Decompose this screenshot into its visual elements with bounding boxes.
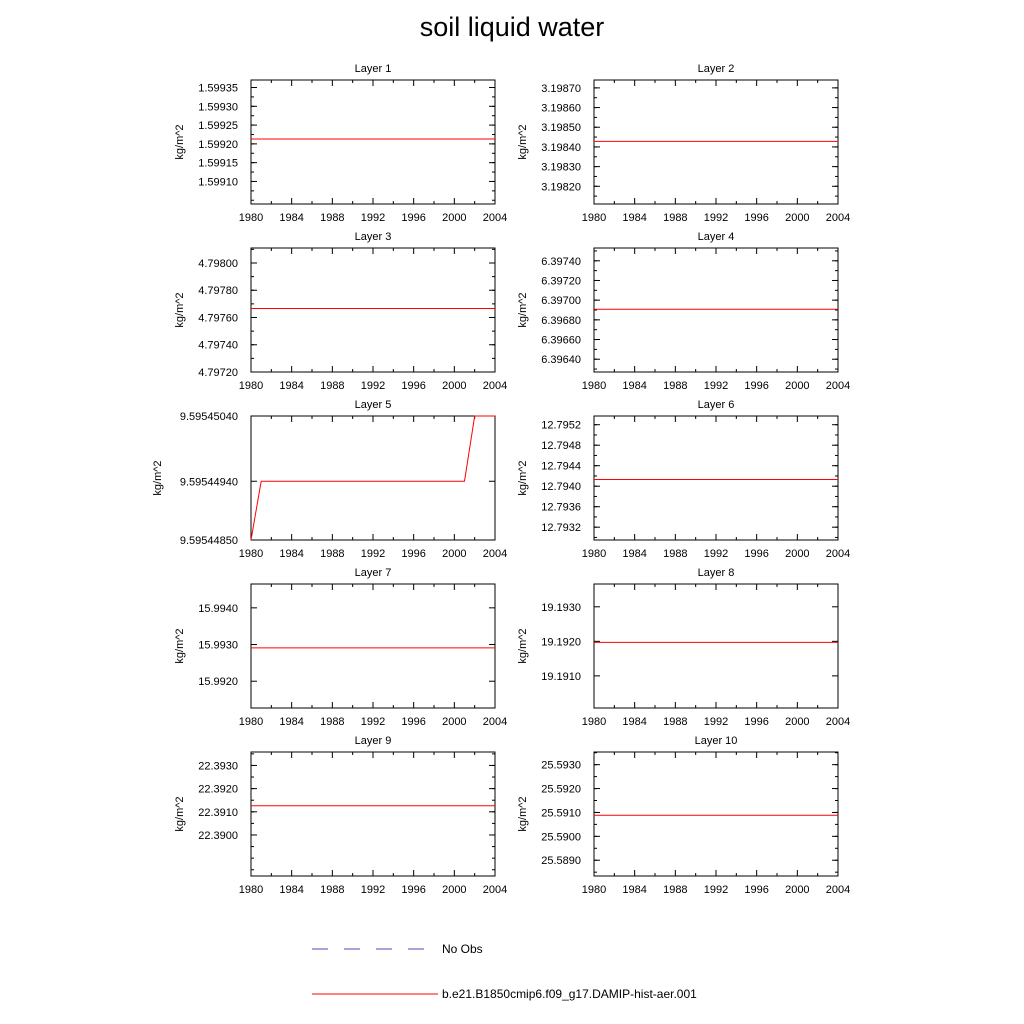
- y-tick-label: 19.1930: [541, 601, 581, 614]
- y-axis-label: kg/m^2: [517, 124, 529, 160]
- y-tick-label: 12.7944: [541, 460, 581, 473]
- x-tick-label: 2000: [785, 380, 810, 392]
- x-tick-label: 1996: [744, 212, 769, 224]
- plot-frame: [251, 752, 495, 876]
- x-tick-label: 1996: [744, 716, 769, 728]
- x-tick-label: 1984: [622, 212, 647, 224]
- legend-label: b.e21.B1850cmip6.f09_g17.DAMIP-hist-aer.001: [442, 987, 697, 1001]
- y-tick-label: 25.5900: [541, 831, 581, 844]
- x-tick-label: 2004: [482, 884, 508, 896]
- x-tick-label: 2000: [785, 548, 810, 560]
- y-tick-label: 22.3920: [198, 783, 238, 796]
- x-tick-label: 2000: [442, 884, 467, 896]
- x-tick-label: 1996: [401, 884, 426, 896]
- x-tick-label: 1992: [360, 212, 386, 224]
- y-tick-label: 25.5910: [541, 807, 581, 820]
- y-tick-label: 12.7952: [541, 419, 581, 432]
- y-tick-label: 6.39640: [541, 354, 581, 367]
- x-tick-label: 1988: [320, 548, 345, 560]
- x-tick-label: 1984: [622, 884, 647, 896]
- x-tick-label: 1980: [238, 212, 264, 224]
- x-tick-label: 2004: [825, 548, 851, 560]
- y-tick-label: 4.79800: [198, 257, 238, 270]
- x-tick-label: 2000: [442, 212, 467, 224]
- x-tick-label: 1996: [744, 884, 769, 896]
- y-tick-label: 3.19840: [541, 141, 581, 154]
- x-tick-label: 1996: [744, 548, 769, 560]
- y-tick-label: 25.5920: [541, 783, 581, 796]
- y-tick-label: 15.9940: [198, 602, 238, 615]
- y-tick-label: 22.3910: [198, 806, 238, 819]
- x-tick-label: 1980: [581, 548, 607, 560]
- y-tick-label: 3.19860: [541, 102, 581, 115]
- x-tick-label: 2004: [482, 380, 508, 392]
- figure-title: soil liquid water: [419, 12, 605, 42]
- x-tick-label: 1980: [238, 380, 264, 392]
- y-tick-label: 12.7948: [541, 440, 581, 453]
- x-tick-label: 1984: [279, 716, 304, 728]
- y-tick-label: 9.59544940: [179, 476, 238, 489]
- panel-title: Layer 8: [697, 567, 735, 579]
- x-tick-label: 1988: [663, 380, 688, 392]
- panel: [517, 63, 850, 224]
- panel-title: Layer 6: [697, 399, 735, 411]
- plot-frame: [594, 416, 838, 540]
- y-tick-label: 19.1910: [541, 670, 581, 683]
- x-tick-label: 1996: [401, 380, 426, 392]
- x-tick-label: 1984: [622, 380, 647, 392]
- plot-frame: [251, 248, 495, 372]
- y-axis-label: kg/m^2: [517, 460, 529, 496]
- x-tick-label: 2004: [825, 212, 851, 224]
- panel-title: Layer 3: [354, 231, 392, 243]
- y-tick-label: 1.59910: [198, 176, 238, 189]
- y-tick-label: 3.19850: [541, 122, 581, 135]
- x-tick-label: 2000: [785, 716, 810, 728]
- y-tick-label: 4.79760: [198, 312, 238, 325]
- x-tick-label: 2000: [442, 716, 467, 728]
- y-axis-label: kg/m^2: [152, 460, 164, 496]
- panel: [152, 399, 507, 560]
- x-tick-label: 1996: [401, 212, 426, 224]
- panel: [517, 399, 850, 560]
- plot-frame: [251, 80, 495, 204]
- panel-title: Layer 2: [697, 63, 735, 75]
- panel: [174, 63, 507, 224]
- y-tick-label: 6.39660: [541, 334, 581, 347]
- plot-frame: [594, 584, 838, 708]
- panel-title: Layer 4: [697, 231, 735, 243]
- y-tick-label: 1.59920: [198, 138, 238, 151]
- plot-frame: [594, 248, 838, 372]
- panel-title: Layer 10: [694, 735, 738, 747]
- x-tick-label: 1992: [703, 548, 729, 560]
- x-tick-label: 1984: [279, 884, 304, 896]
- x-tick-label: 1988: [663, 884, 688, 896]
- panel: [174, 231, 507, 392]
- x-tick-label: 1984: [622, 548, 647, 560]
- panel: [517, 735, 850, 896]
- x-tick-label: 2000: [785, 884, 810, 896]
- plot-frame: [594, 80, 838, 204]
- y-axis-label: kg/m^2: [517, 796, 529, 832]
- x-tick-label: 1988: [320, 884, 345, 896]
- x-tick-label: 2000: [442, 548, 467, 560]
- x-tick-label: 2004: [825, 884, 851, 896]
- y-tick-label: 15.9920: [198, 676, 238, 689]
- x-tick-label: 1984: [279, 212, 304, 224]
- y-tick-label: 25.5930: [541, 759, 581, 772]
- series-line: [251, 416, 495, 540]
- y-tick-label: 4.79780: [198, 285, 238, 298]
- y-tick-label: 12.7936: [541, 501, 581, 514]
- x-tick-label: 1980: [581, 380, 607, 392]
- panel-title: Layer 7: [354, 567, 392, 579]
- y-tick-label: 4.79740: [198, 339, 238, 352]
- x-tick-label: 1980: [581, 884, 607, 896]
- y-tick-label: 1.59925: [198, 120, 238, 133]
- x-tick-label: 1988: [320, 716, 345, 728]
- x-tick-label: 1992: [703, 716, 729, 728]
- y-axis-label: kg/m^2: [174, 796, 186, 832]
- x-tick-label: 1980: [238, 884, 264, 896]
- y-tick-label: 3.19830: [541, 161, 581, 174]
- x-tick-label: 1984: [279, 380, 304, 392]
- x-tick-label: 1992: [360, 884, 386, 896]
- plot-frame: [594, 752, 838, 876]
- plot-frame: [251, 584, 495, 708]
- x-tick-label: 1984: [279, 548, 304, 560]
- panel: [174, 735, 507, 896]
- x-tick-label: 1980: [238, 716, 264, 728]
- x-tick-label: 2000: [442, 380, 467, 392]
- y-tick-label: 6.39680: [541, 314, 581, 327]
- y-tick-label: 12.7940: [541, 481, 581, 494]
- x-tick-label: 1984: [622, 716, 647, 728]
- y-tick-label: 3.19820: [541, 181, 581, 194]
- x-tick-label: 1988: [320, 212, 345, 224]
- panel: [174, 567, 507, 728]
- y-tick-label: 6.39720: [541, 275, 581, 288]
- y-tick-label: 19.1920: [541, 636, 581, 649]
- y-tick-label: 9.59545040: [179, 411, 238, 423]
- y-axis-label: kg/m^2: [174, 628, 186, 664]
- x-tick-label: 1988: [663, 212, 688, 224]
- x-tick-label: 1992: [360, 716, 386, 728]
- x-tick-label: 2000: [785, 212, 810, 224]
- x-tick-label: 2004: [482, 716, 508, 728]
- x-tick-label: 1992: [703, 212, 729, 224]
- panel-title: Layer 5: [354, 399, 392, 411]
- x-tick-label: 1988: [663, 548, 688, 560]
- x-tick-label: 1992: [703, 884, 729, 896]
- y-tick-label: 4.79720: [198, 367, 238, 379]
- x-tick-label: 1988: [663, 716, 688, 728]
- x-tick-label: 2004: [482, 212, 508, 224]
- y-axis-label: kg/m^2: [174, 124, 186, 160]
- y-tick-label: 9.59544850: [179, 535, 238, 547]
- y-tick-label: 15.9930: [198, 639, 238, 652]
- panel: [517, 231, 850, 392]
- y-tick-label: 6.39740: [541, 255, 581, 268]
- plot-frame: [251, 416, 495, 540]
- x-tick-label: 1980: [238, 548, 264, 560]
- panel-title: Layer 1: [354, 63, 392, 75]
- y-axis-label: kg/m^2: [174, 292, 186, 328]
- y-tick-label: 1.59930: [198, 101, 238, 114]
- y-tick-label: 22.3930: [198, 760, 238, 773]
- y-tick-label: 12.7932: [541, 522, 581, 535]
- x-tick-label: 1988: [320, 380, 345, 392]
- x-tick-label: 2004: [482, 548, 508, 560]
- x-tick-label: 1996: [401, 716, 426, 728]
- x-tick-label: 2004: [825, 716, 851, 728]
- x-tick-label: 1992: [360, 548, 386, 560]
- legend-label: No Obs: [442, 942, 483, 956]
- x-tick-label: 1980: [581, 212, 607, 224]
- x-tick-label: 2004: [825, 380, 851, 392]
- y-tick-label: 6.39700: [541, 295, 581, 308]
- y-tick-label: 1.59915: [198, 157, 238, 170]
- x-tick-label: 1996: [744, 380, 769, 392]
- y-tick-label: 1.59935: [198, 82, 238, 95]
- y-axis-label: kg/m^2: [517, 292, 529, 328]
- y-tick-label: 3.19870: [541, 82, 581, 95]
- y-tick-label: 22.3900: [198, 829, 238, 842]
- x-tick-label: 1992: [360, 380, 386, 392]
- x-tick-label: 1992: [703, 380, 729, 392]
- x-tick-label: 1980: [581, 716, 607, 728]
- panel: [517, 567, 850, 728]
- x-tick-label: 1996: [401, 548, 426, 560]
- panel-title: Layer 9: [354, 735, 392, 747]
- y-axis-label: kg/m^2: [517, 628, 529, 664]
- y-tick-label: 25.5890: [541, 855, 581, 868]
